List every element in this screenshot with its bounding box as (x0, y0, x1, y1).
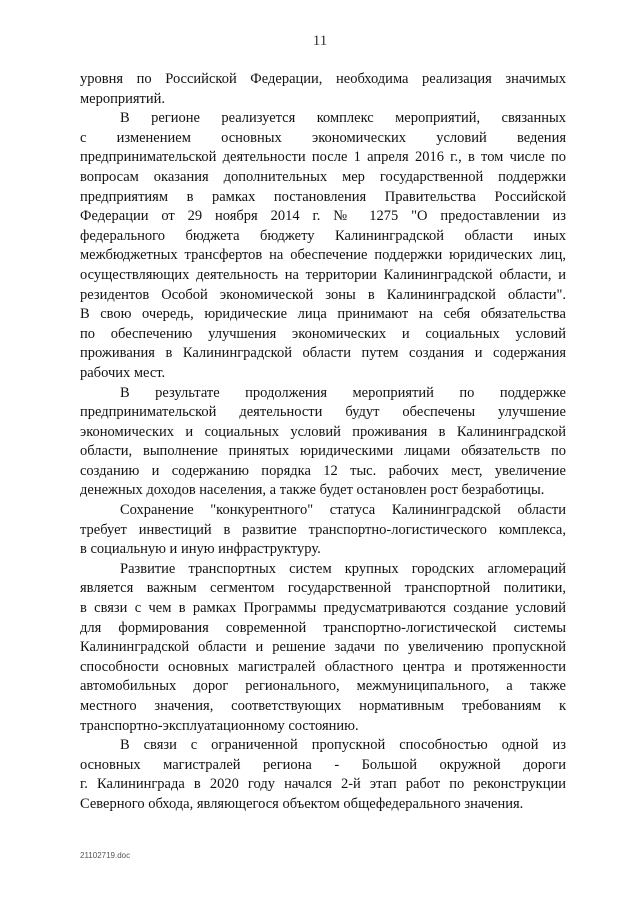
text-line: г. Калининграда в 2020 году начался 2-й этап работ по реконструкции (80, 776, 566, 793)
text-line: Северного обхода, являющегося объектом общефедерального значения. (80, 795, 524, 812)
text-line: Калининградской области и решение задачи по увеличению пропускной (80, 639, 566, 656)
text-line: проживания в Калининградской области путем создания и содержания (80, 345, 566, 362)
paragraph (80, 109, 566, 383)
text-line: осуществляющих деятельность на территории Калининградской области, и (80, 266, 566, 283)
text-line: является важным сегментом государственной транспортной политики, (80, 580, 566, 597)
text-line: предприятиям в рамках постановления Правительства Российской (80, 188, 566, 205)
text-line: области, выполнение принятых юридическими лицами обязательств по (80, 443, 566, 460)
text-line: предпринимательской деятельности после 1 апреля 2016 г., в том числе по (80, 149, 566, 166)
document-body (80, 70, 566, 815)
text-line: предпринимательской деятельности будут обеспечены улучшение (80, 404, 566, 421)
page-number: 11 (312, 33, 328, 49)
text-line: уровня по Российской Федерации, необходима реализация значимых (80, 71, 566, 87)
text-line: денежных доходов населения, а также будет остановлен рост безработицы. (80, 482, 545, 499)
text-line: созданию и содержанию порядка 12 тыс. рабочих мест, увеличение (80, 462, 566, 479)
text-line: по обеспечению улучшения экономических и социальных условий (80, 325, 566, 342)
text-line: экономических и социальных условий проживания в Калининградской (80, 423, 566, 440)
text-line: Развитие транспортных систем крупных городских агломераций (120, 560, 566, 577)
footer-filename: 21102719.doc (80, 851, 131, 860)
text-line: В результате продолжения мероприятий по поддержке (120, 384, 566, 401)
text-line: в социальную и иную инфраструктуру. (80, 541, 321, 558)
text-line: В связи с ограниченной пропускной способностью одной из (120, 737, 566, 754)
text-line: местного значения, соответствующих нормативным требованиям к (80, 698, 566, 714)
text-line: межбюджетных трансфертов на обеспечение поддержки юридических лиц, (80, 247, 566, 264)
text-line: рабочих мест. (80, 364, 166, 381)
paragraph (80, 560, 566, 736)
text-line: транспортно-эксплуатационному состоянию. (80, 717, 359, 734)
text-line: с изменением основных экономических условий ведения (80, 129, 566, 146)
text-line: мероприятий. (80, 90, 166, 107)
paragraph (80, 384, 566, 502)
text-line: основных магистралей региона - Большой окружной дороги (80, 756, 566, 773)
text-line: федерального бюджета бюджету Калининградской области иных (80, 227, 566, 244)
text-line: требует инвестиций в развитие транспортно-логистического комплекса, (80, 521, 566, 538)
text-line: В регионе реализуется комплекс мероприятий, связанных (120, 110, 566, 127)
text-line: Федерации от 29 ноября 2014 г. № 1275 "О предоставлении из (80, 208, 566, 225)
text-line: способности основных магистралей областного центра и протяженности (80, 658, 566, 675)
paragraph (80, 736, 566, 814)
text-line: В свою очередь, юридические лица принимают на себя обязательства (80, 306, 566, 323)
paragraph (80, 501, 566, 560)
text-line: резидентов Особой экономической зоны в Калининградской области". (80, 286, 566, 303)
text-line: Сохранение "конкурентного" статуса Калининградской области (120, 502, 566, 519)
text-line: для формирования современной транспортно-логистической системы (80, 619, 566, 636)
text-line: автомобильных дорог регионального, межмуниципального, а также (80, 678, 566, 695)
text-line: в связи с чем в рамках Программы предусматриваются создание условий (80, 600, 566, 617)
text-line: вопросам оказания дополнительных мер государственной поддержки (80, 168, 566, 185)
paragraph (80, 70, 566, 109)
